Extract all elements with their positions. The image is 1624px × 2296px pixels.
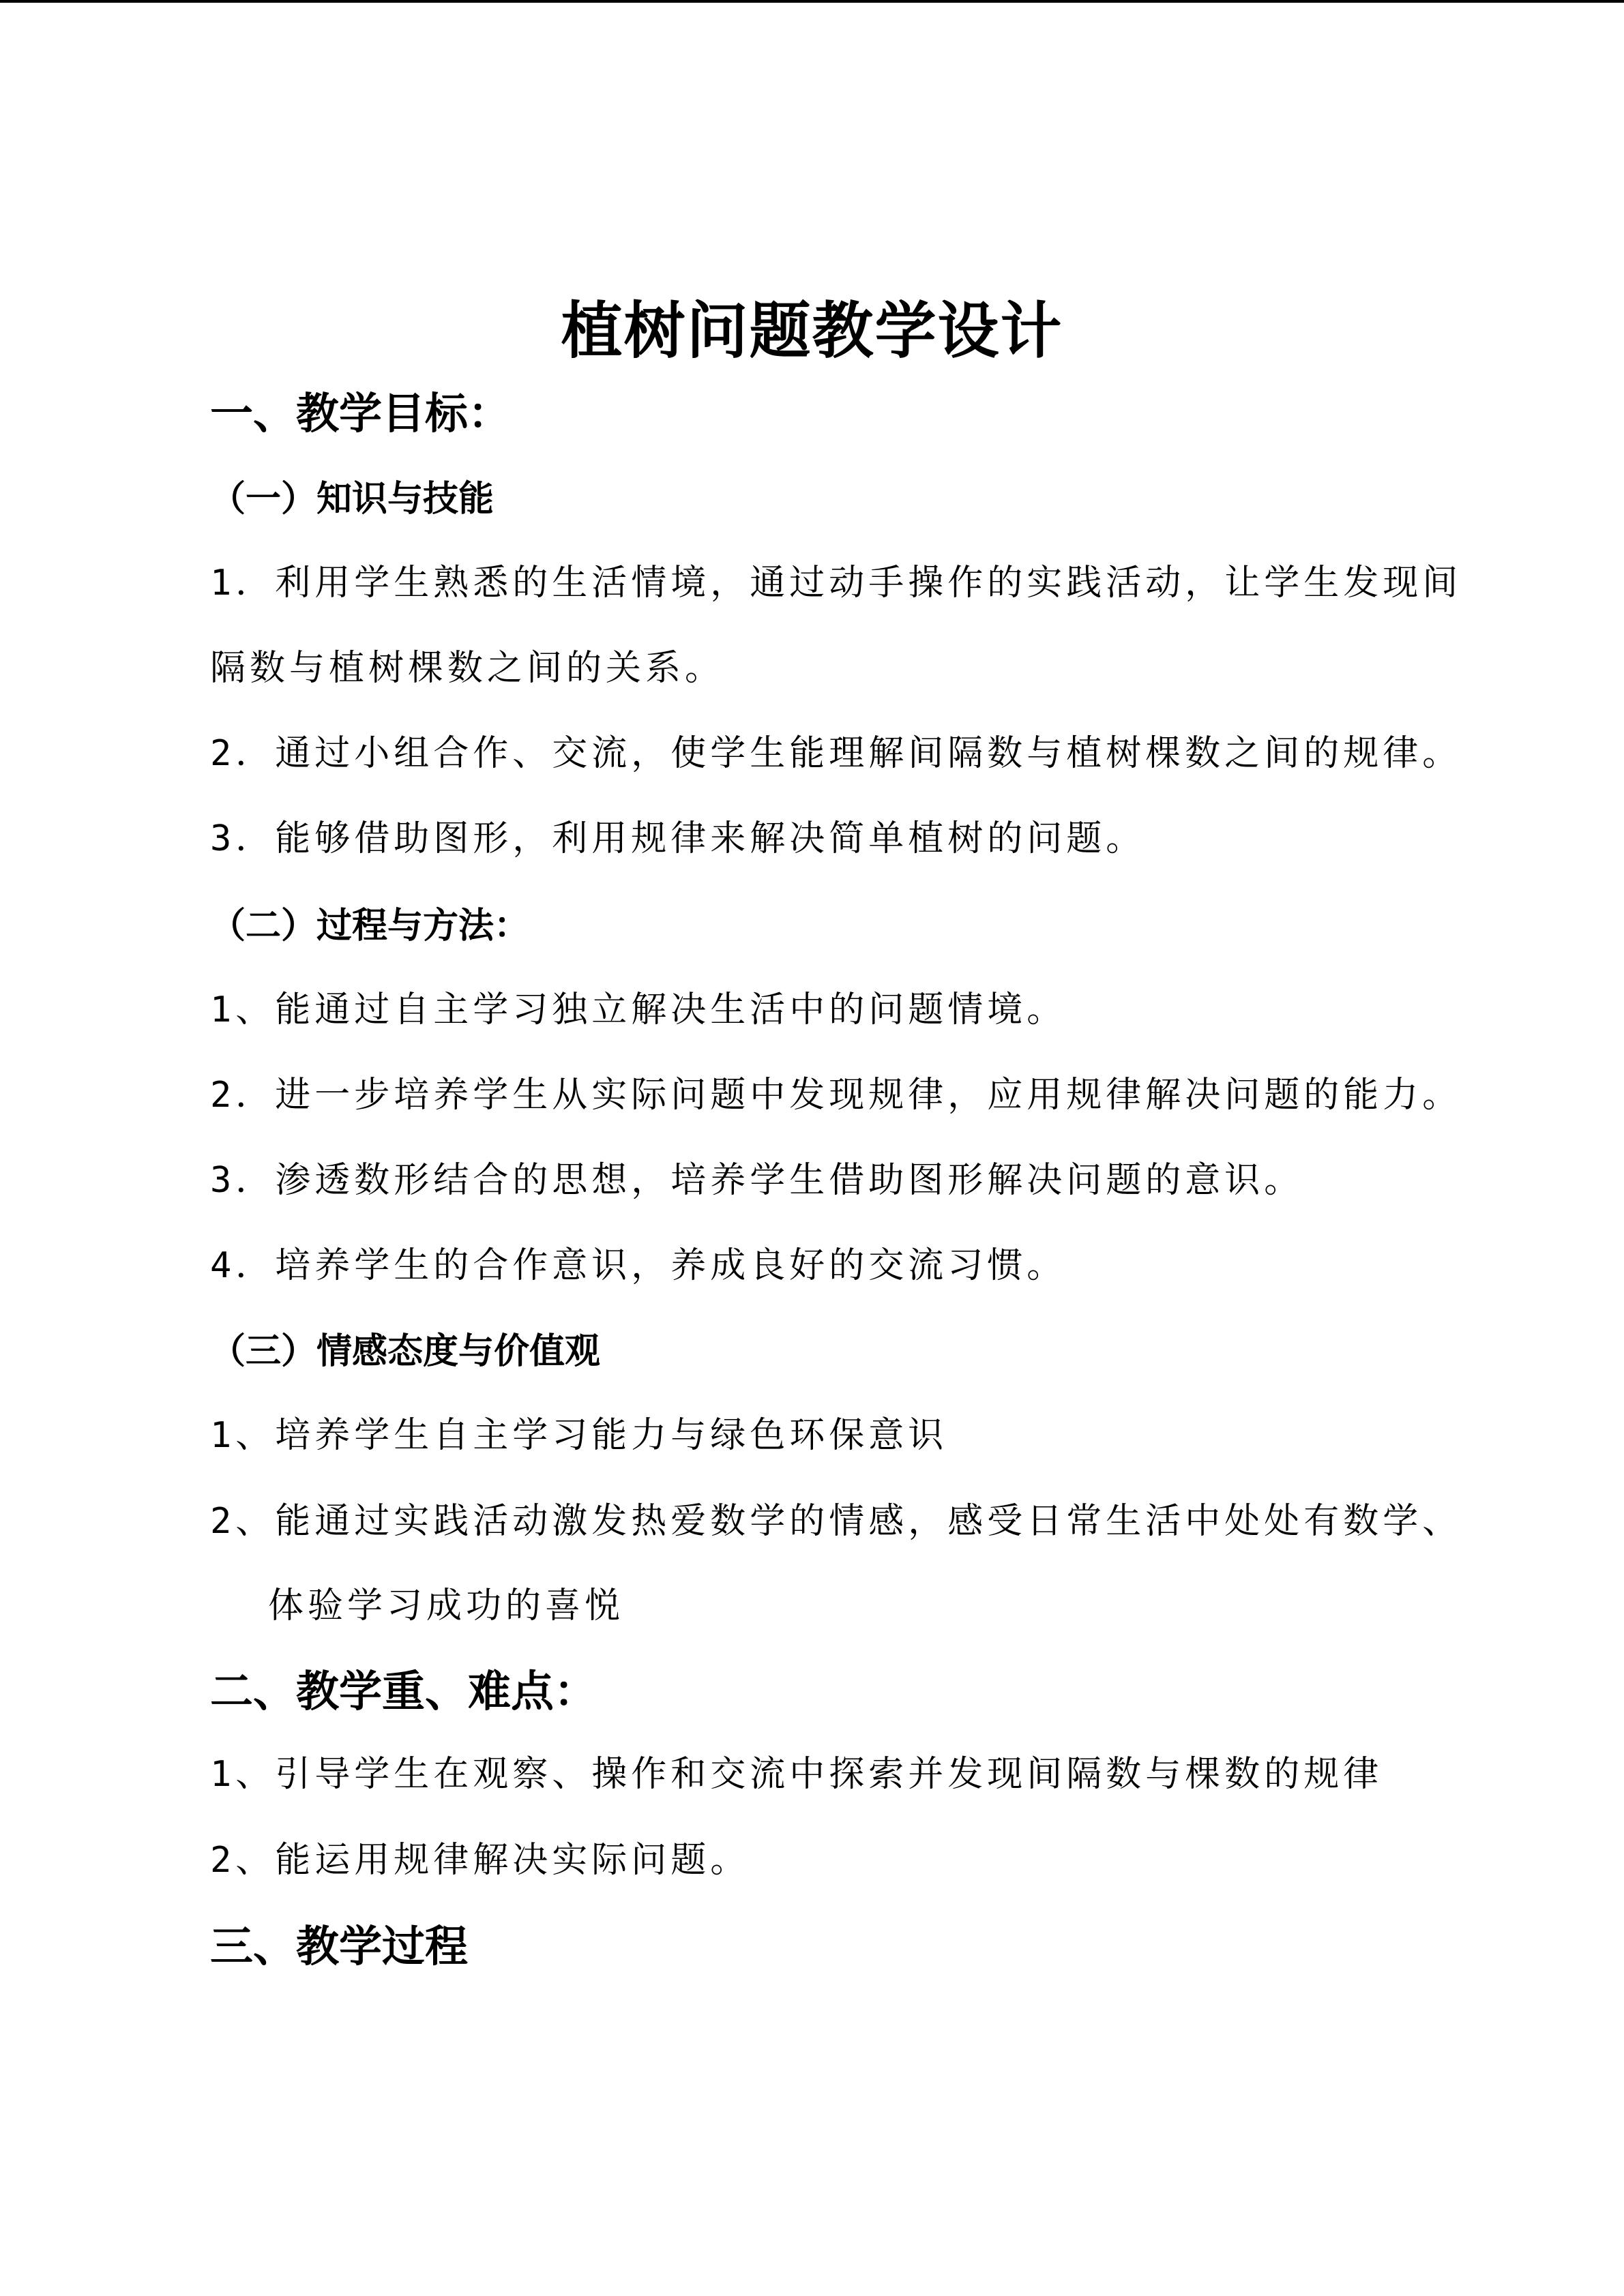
knowledge-item-1-line-1: 1．利用学生熟悉的生活情境，通过动手操作的实践活动，让学生发现间 — [210, 563, 1462, 603]
subsection-heading-emotion: （三）情感态度与价值观 — [210, 1331, 601, 1372]
key-point-item-1: 1、引导学生在观察、操作和交流中探索并发现间隔数与棵数的规律 — [210, 1754, 1383, 1795]
process-item-4: 4．培养学生的合作意识，养成良好的交流习惯。 — [210, 1245, 1067, 1286]
emotion-item-2-line-2: 体验学习成功的喜悦 — [268, 1585, 625, 1626]
section-heading-teaching-process: 三、教学过程 — [210, 1922, 468, 1971]
document-title: 植树问题教学设计 — [561, 295, 1063, 367]
subsection-heading-knowledge: （一）知识与技能 — [210, 479, 494, 520]
knowledge-item-1-line-2: 隔数与植树棵数之间的关系。 — [210, 648, 725, 689]
process-item-2: 2．进一步培养学生从实际问题中发现规律，应用规律解决问题的能力。 — [210, 1075, 1462, 1116]
knowledge-item-3: 3．能够借助图形，利用规律来解决简单植树的问题。 — [210, 818, 1146, 859]
emotion-item-1: 1、培养学生自主学习能力与绿色环保意识 — [210, 1415, 948, 1456]
subsection-heading-process: （二）过程与方法： — [210, 906, 530, 946]
process-item-3: 3．渗透数形结合的思想，培养学生借助图形解决问题的意识。 — [210, 1160, 1304, 1201]
knowledge-item-2: 2．通过小组合作、交流，使学生能理解间隔数与植树棵数之间的规律。 — [210, 733, 1462, 774]
emotion-item-2-line-1: 2、能通过实践活动激发热爱数学的情感，感受日常生活中处处有数学、 — [210, 1501, 1462, 1542]
process-item-1: 1、能通过自主学习独立解决生活中的问题情境。 — [210, 989, 1067, 1030]
section-heading-objectives: 一、教学目标： — [210, 389, 511, 438]
key-point-item-2: 2、能运用规律解决实际问题。 — [210, 1840, 750, 1881]
section-heading-key-points: 二、教学重、难点： — [210, 1667, 597, 1716]
